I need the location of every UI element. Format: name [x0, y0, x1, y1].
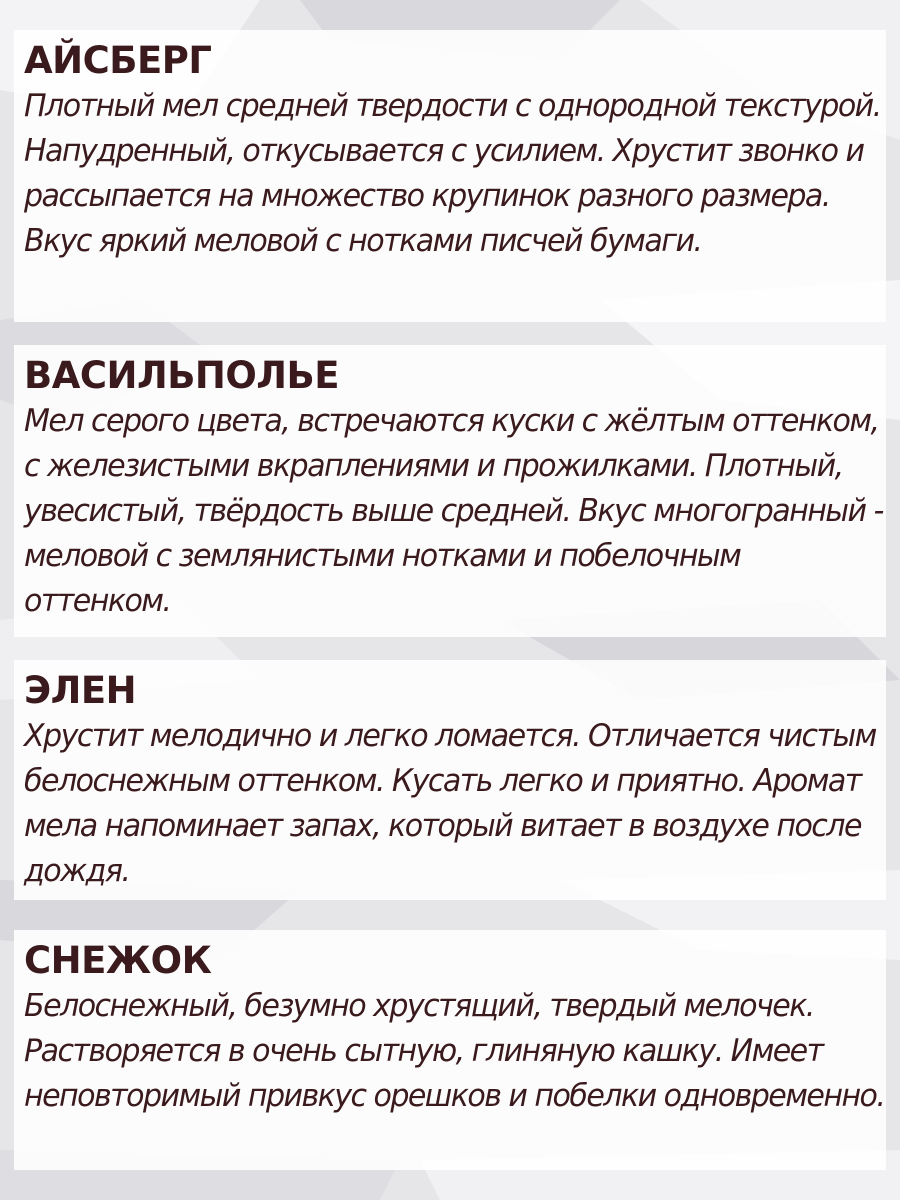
chalk-card-snezhok: [14, 930, 886, 1170]
card-title: ВАСИЛЬПОЛЬЕ: [24, 354, 340, 397]
card-description: Белоснежный, безумно хрустящий, твердый мелочек. Растворяется в очень сытную, глиняную кашку. Имеет неповторимый привкус орешков и побелки одновременно.: [24, 988, 885, 1114]
card-description: Плотный мел средней твердости с однородной текстурой. Напудренный, откусывается с усилием. Хрустит звонко и рассыпается на множество крупинок разного размера. Вкус яркий меловой с нотками писчей бумаги.: [24, 88, 881, 259]
card-title: СНЕЖОК: [24, 939, 212, 982]
card-description: Хрустит мелодично и легко ломается. Отличается чистым белоснежным оттенком. Кусать легко и приятно. Аромат мела напоминает запах, который витает в воздухе после дождя.: [24, 718, 876, 889]
chalk-card-vasilpolye: [14, 345, 886, 637]
card-title: ЭЛЕН: [24, 669, 137, 712]
card-description: Мел серого цвета, встречаются куски с жёлтым оттенком, с железистыми вкраплениями и прожилками. Плотный, увесистый, твёрдость выше средней. Вкус многогранный - меловой с землянистыми нотками и побелочным оттенком.: [24, 403, 883, 619]
chalk-card-aisberg: [14, 30, 886, 322]
card-title: АЙСБЕРГ: [24, 39, 212, 82]
chalk-card-elen: [14, 660, 886, 900]
